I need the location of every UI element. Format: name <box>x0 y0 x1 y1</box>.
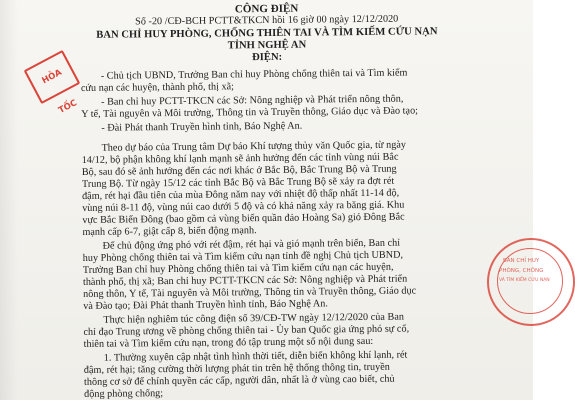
official-seal <box>487 238 575 326</box>
body-line: nông thôn, Y tế, Tài nguyên và Môi trường, Thông tin và Truyền thông, Giáo dục <box>83 285 417 300</box>
document-number-line: Số -20 /CĐ-BCH PCTT&TKCN hồi 16 giờ 00 ngày 12/12/2020 <box>135 13 399 28</box>
urgent-stamp: HỎA TỐC <box>24 50 81 104</box>
body-line: động phòng chống; <box>84 388 164 400</box>
body-line: và Đào tạo; Đài Phát thanh Truyền hình tỉnh, Báo Nghệ An. <box>83 298 329 312</box>
recipient-line: - Chủ tịch UBND, Trưởng Ban chỉ huy Phòng chống thiên tai và Tìm kiếm <box>100 67 408 82</box>
body-line: huy Phòng chống thiên tai và Tìm kiếm cứu nạn tỉnh đề nghị Chủ tịch UBND, <box>82 249 404 264</box>
seal-text: VÀ TÌM KIẾM CỨU NẠN <box>499 278 550 283</box>
document-title: CÔNG ĐIỆN <box>234 2 299 16</box>
seal-text: BAN CHỈ HUY <box>503 258 540 264</box>
issuer-line-2: TỈNH NGHỆ AN <box>227 39 307 52</box>
body-line: thiên tai và Tìm kiếm cứu nạn, trong đó tập trung một số nội dung sau: <box>83 335 374 350</box>
seal-text: PHÒNG, CHỐNG <box>499 268 544 274</box>
body-line: Trưởng Ban chỉ huy Phòng chống thiên tai và Tìm kiếm cứu nạn các huyện, <box>82 261 394 276</box>
body-line: Thực hiện nghiêm túc công điện số 39/CĐ-TW ngày 12/12/2020 của Ban <box>103 311 405 326</box>
body-line: mạnh cấp 6-7, giật cấp 8, biển động mạnh. <box>82 225 257 238</box>
body-line: 14/12, bộ phận không khí lạnh mạnh sẽ ảnh hưởng đến các tỉnh vùng núi Bắc <box>81 151 399 166</box>
body-line: Theo dự báo của Trung tâm Dự báo Khí tượng thủy văn Quốc gia, từ ngày <box>101 139 407 154</box>
recipient-line: - Ban chỉ huy PCTT-TKCN các Sở: Nông nghiệp và Phát triển nông thôn, <box>101 93 404 108</box>
recipient-line: - Đài Phát thanh Truyền hình tỉnh, Báo Nghệ An. <box>101 120 303 134</box>
body-line: đậm, rét hại; tăng cường thời lượng phát tin trên hệ thống thông tin, truyền <box>83 361 390 376</box>
body-line: Trung Bộ. Từ ngày 15/12 các tỉnh Bắc Bộ và Bắc Trung Bộ sẽ xảy ra đợt rét <box>81 175 395 190</box>
to-label: ĐIỆN: <box>251 51 283 64</box>
body-line: vực Bắc Biển Đông (bao gồm cả vùng biển quần đảo Hoàng Sa) gió Đông Bắc <box>82 211 405 226</box>
body-line: chỉ đạo Trung ương về phòng chống thiên tai - Ủy ban Quốc gia ứng phó sự cố, <box>83 323 410 338</box>
body-line: Để chủ động ứng phó với rét đậm, rét hại và gió mạnh trên biển, Ban chỉ <box>102 237 401 252</box>
body-line: thành phố, thị xã; Ban chỉ huy PCTT-TKCN các Sở: Nông nghiệp và Phát triển <box>82 273 408 288</box>
issuer-line-1: BAN CHỈ HUY PHÒNG, CHỐNG THIÊN TAI VÀ TÌM KIẾM CỨU NẠN <box>96 26 438 41</box>
body-line: đậm, rét hại đầu tiên của mùa Đông năm nay với nhiệt độ thấp nhất 11-14 độ, <box>81 187 400 202</box>
recipient-line: Y tế, Tài nguyên và Môi trường, Thông tin và Truyền thông, Giáo dục và Đào tạo; <box>81 105 419 120</box>
body-line: thông cơ sở để chính quyền các cấp, người dân, nhất là ở vùng cao biết, chủ <box>83 373 395 388</box>
body-line: 1. Thường xuyên cập nhật tình hình thời tiết, diễn biến không khí lạnh, rét <box>103 349 408 364</box>
body-line: vùng núi 8-11 độ, vùng núi cao dưới 5 độ và có khả năng xảy ra băng giá. Khu <box>82 199 405 214</box>
recipient-line: cứu nạn các huyện, thành phố, thị xã; <box>80 81 235 94</box>
body-line: Bộ, sau đó sẽ ảnh hưởng đến các nơi khác ở Bắc Bộ, Bắc Trung Bộ và Trung <box>81 163 397 178</box>
